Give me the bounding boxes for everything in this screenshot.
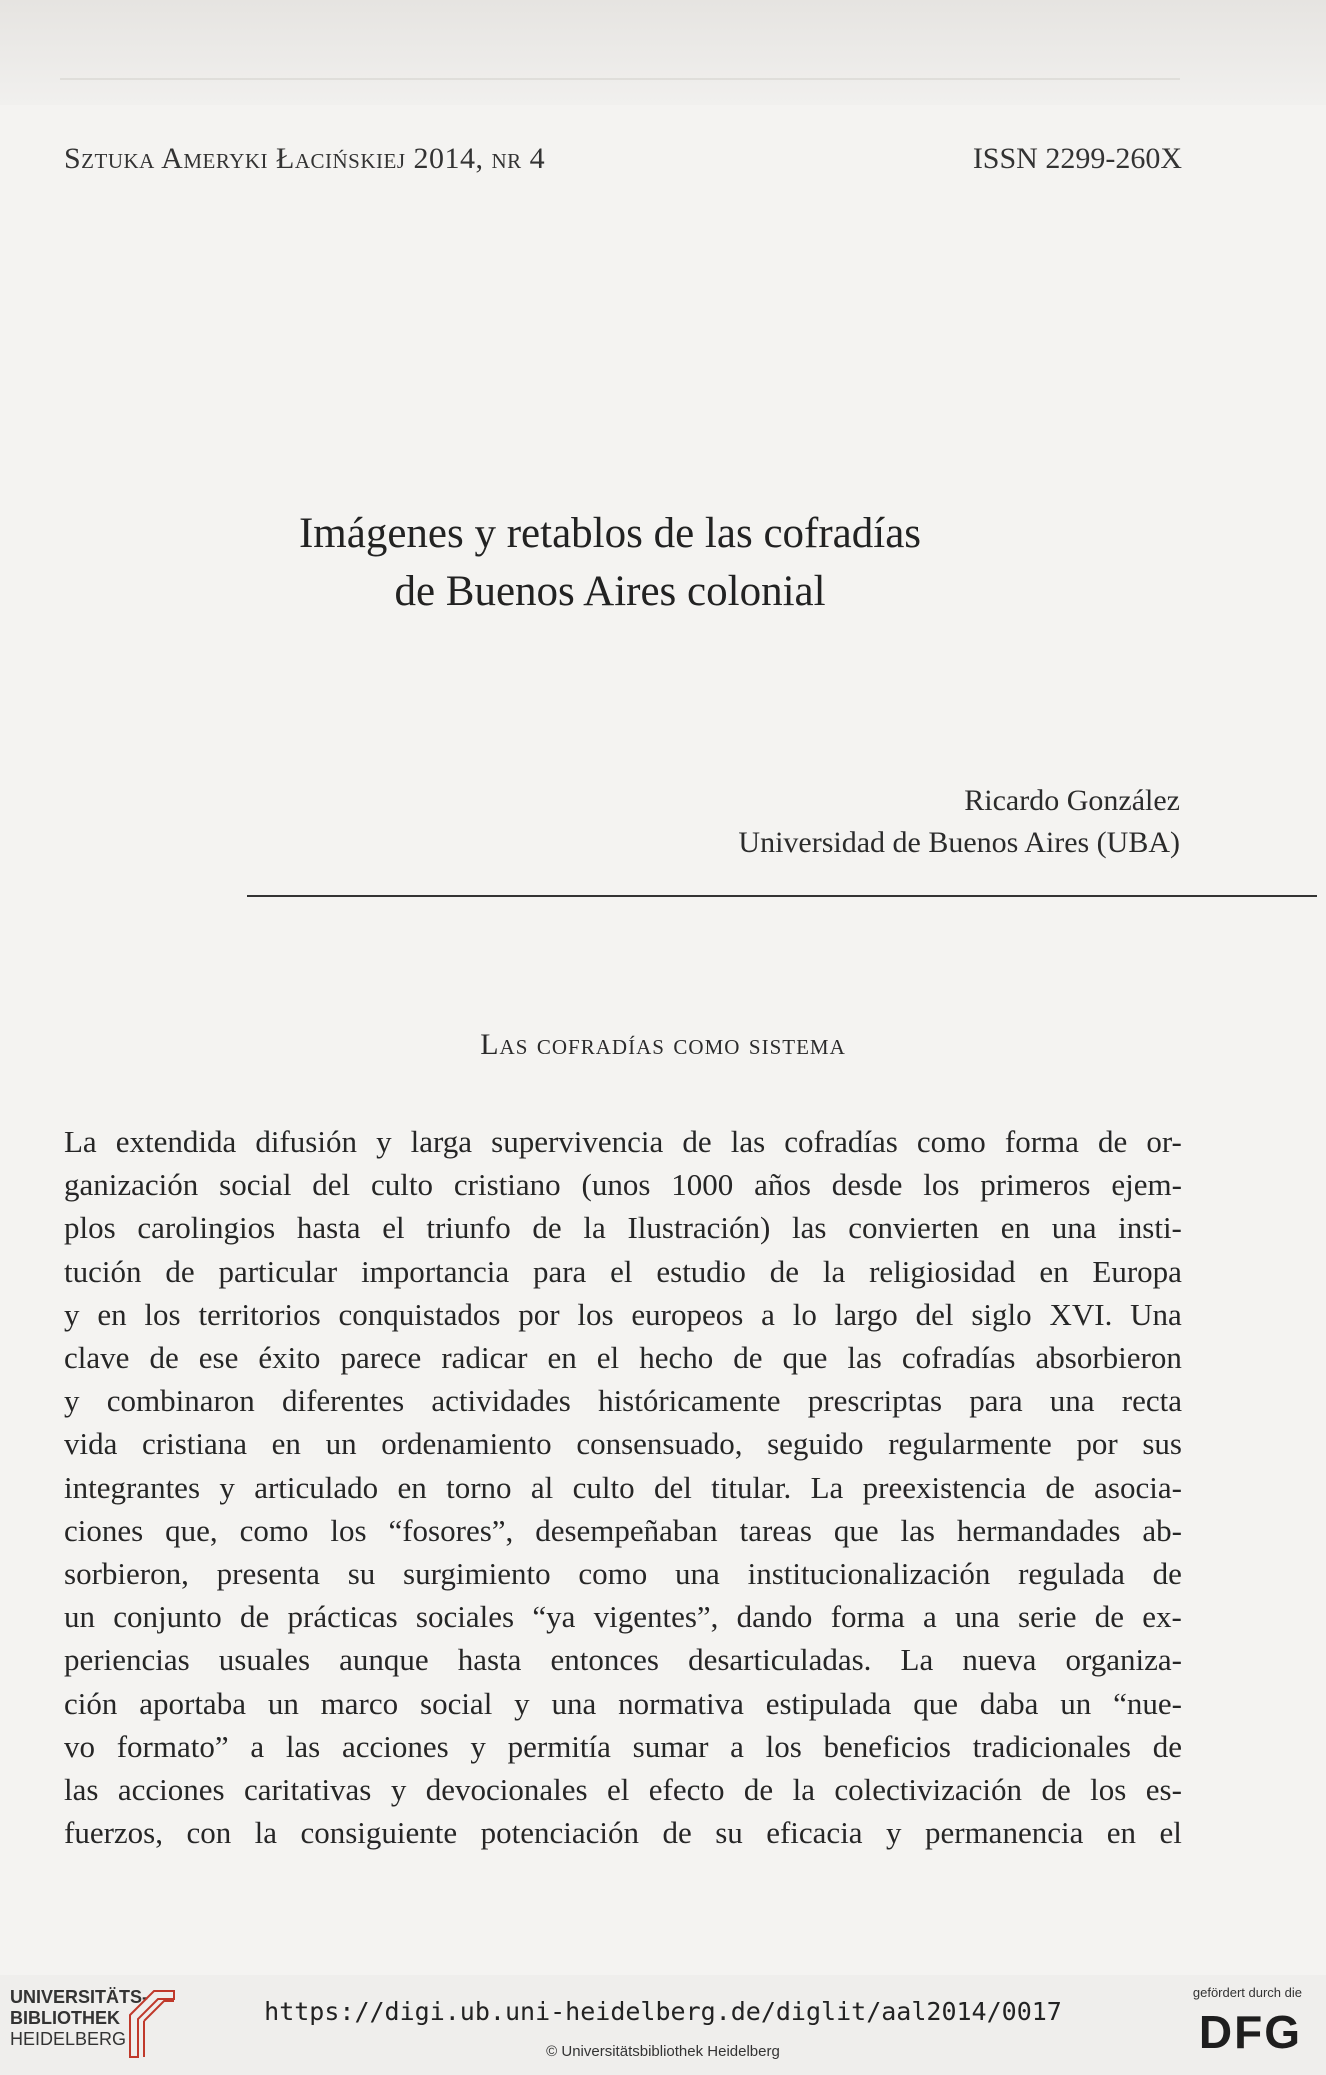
separator-rule <box>247 895 1317 897</box>
library-name-line-1: UNIVERSITÄTS- <box>10 1987 149 2007</box>
body-line: ción aportaba un marco social y una normativa estipulada que daba un “nue- <box>64 1685 1182 1721</box>
scan-top-band <box>0 0 1326 105</box>
body-line: y combinaron diferentes actividades históricamente prescriptas para una recta <box>64 1383 1182 1419</box>
body-line: clave de ese éxito parece radicar en el hecho de que las cofradías absorbieron <box>64 1340 1182 1376</box>
body-line: ganización social del culto cristiano (unos 1000 años desde los primeros ejem- <box>64 1167 1182 1203</box>
body-paragraph <box>64 1120 1182 1854</box>
library-name-line-3: HEIDELBERG <box>10 2029 127 2049</box>
body-line: ciones que, como los “fosores”, desempeñaban tareas que las hermandades ab- <box>64 1512 1182 1548</box>
library-name-line-2: BIBLIOTHEK <box>10 2008 120 2028</box>
funding-note: gefördert durch die <box>1192 1985 1302 2000</box>
body-line: La extendida difusión y larga supervivencia de las cofradías como forma de or- <box>64 1124 1182 1159</box>
title-line-1: Imágenes y retablos de las cofradías <box>298 510 922 557</box>
body-line: tución de particular importancia para el estudio de la religiosidad en Europa <box>64 1253 1182 1289</box>
article-title <box>150 505 1070 621</box>
dfg-logo: DFG <box>1198 2006 1302 2058</box>
bleed-through-line <box>60 78 1180 80</box>
body-line: vo formato” a las acciones y permitía sumar a los beneficios tradicionales de <box>64 1728 1182 1764</box>
body-line: plos carolingios hasta el triunfo de la Ilustración) las convierten en una insti- <box>64 1210 1182 1246</box>
issn: ISSN 2299-260X <box>972 142 1182 175</box>
body-line: las acciones caritativas y devocionales el efecto de la colectivización de los es- <box>64 1772 1182 1808</box>
author-block <box>738 780 1180 864</box>
journal-title: Sztuka Ameryki Łacińskiej 2014, nr 4 <box>64 142 546 175</box>
running-header <box>64 142 1182 182</box>
body-line: periencias usuales aunque hasta entonces desarticuladas. La nueva organiza- <box>64 1642 1182 1678</box>
source-url[interactable]: https://digi.ub.uni-heidelberg.de/diglit/aal2014/0017 <box>264 1997 1062 2026</box>
body-line: fuerzos, con la consiguiente potenciación de su eficacia y permanencia en el <box>64 1815 1182 1851</box>
body-line: y en los territorios conquistados por los europeos a lo largo del siglo XVI. Una <box>64 1296 1182 1332</box>
body-line: integrantes y articulado en torno al culto del titular. La preexistencia de asocia- <box>64 1469 1182 1505</box>
copyright-notice: © Universitätsbibliothek Heidelberg <box>546 2043 780 2060</box>
author-name: Ricardo González <box>964 784 1180 817</box>
title-line-2: de Buenos Aires colonial <box>394 568 826 615</box>
body-line: un conjunto de prácticas sociales “ya vigentes”, dando forma a una serie de ex- <box>64 1599 1182 1635</box>
body-line: sorbieron, presenta su surgimiento como una institucionalización regulada de <box>64 1556 1182 1592</box>
body-line: vida cristiana en un ordenamiento consensuado, seguido regularmente por sus <box>64 1426 1182 1462</box>
author-affiliation: Universidad de Buenos Aires (UBA) <box>738 826 1180 859</box>
footer-bar <box>0 1975 1326 2075</box>
section-heading: Las cofradías como sistema <box>480 1028 846 1061</box>
